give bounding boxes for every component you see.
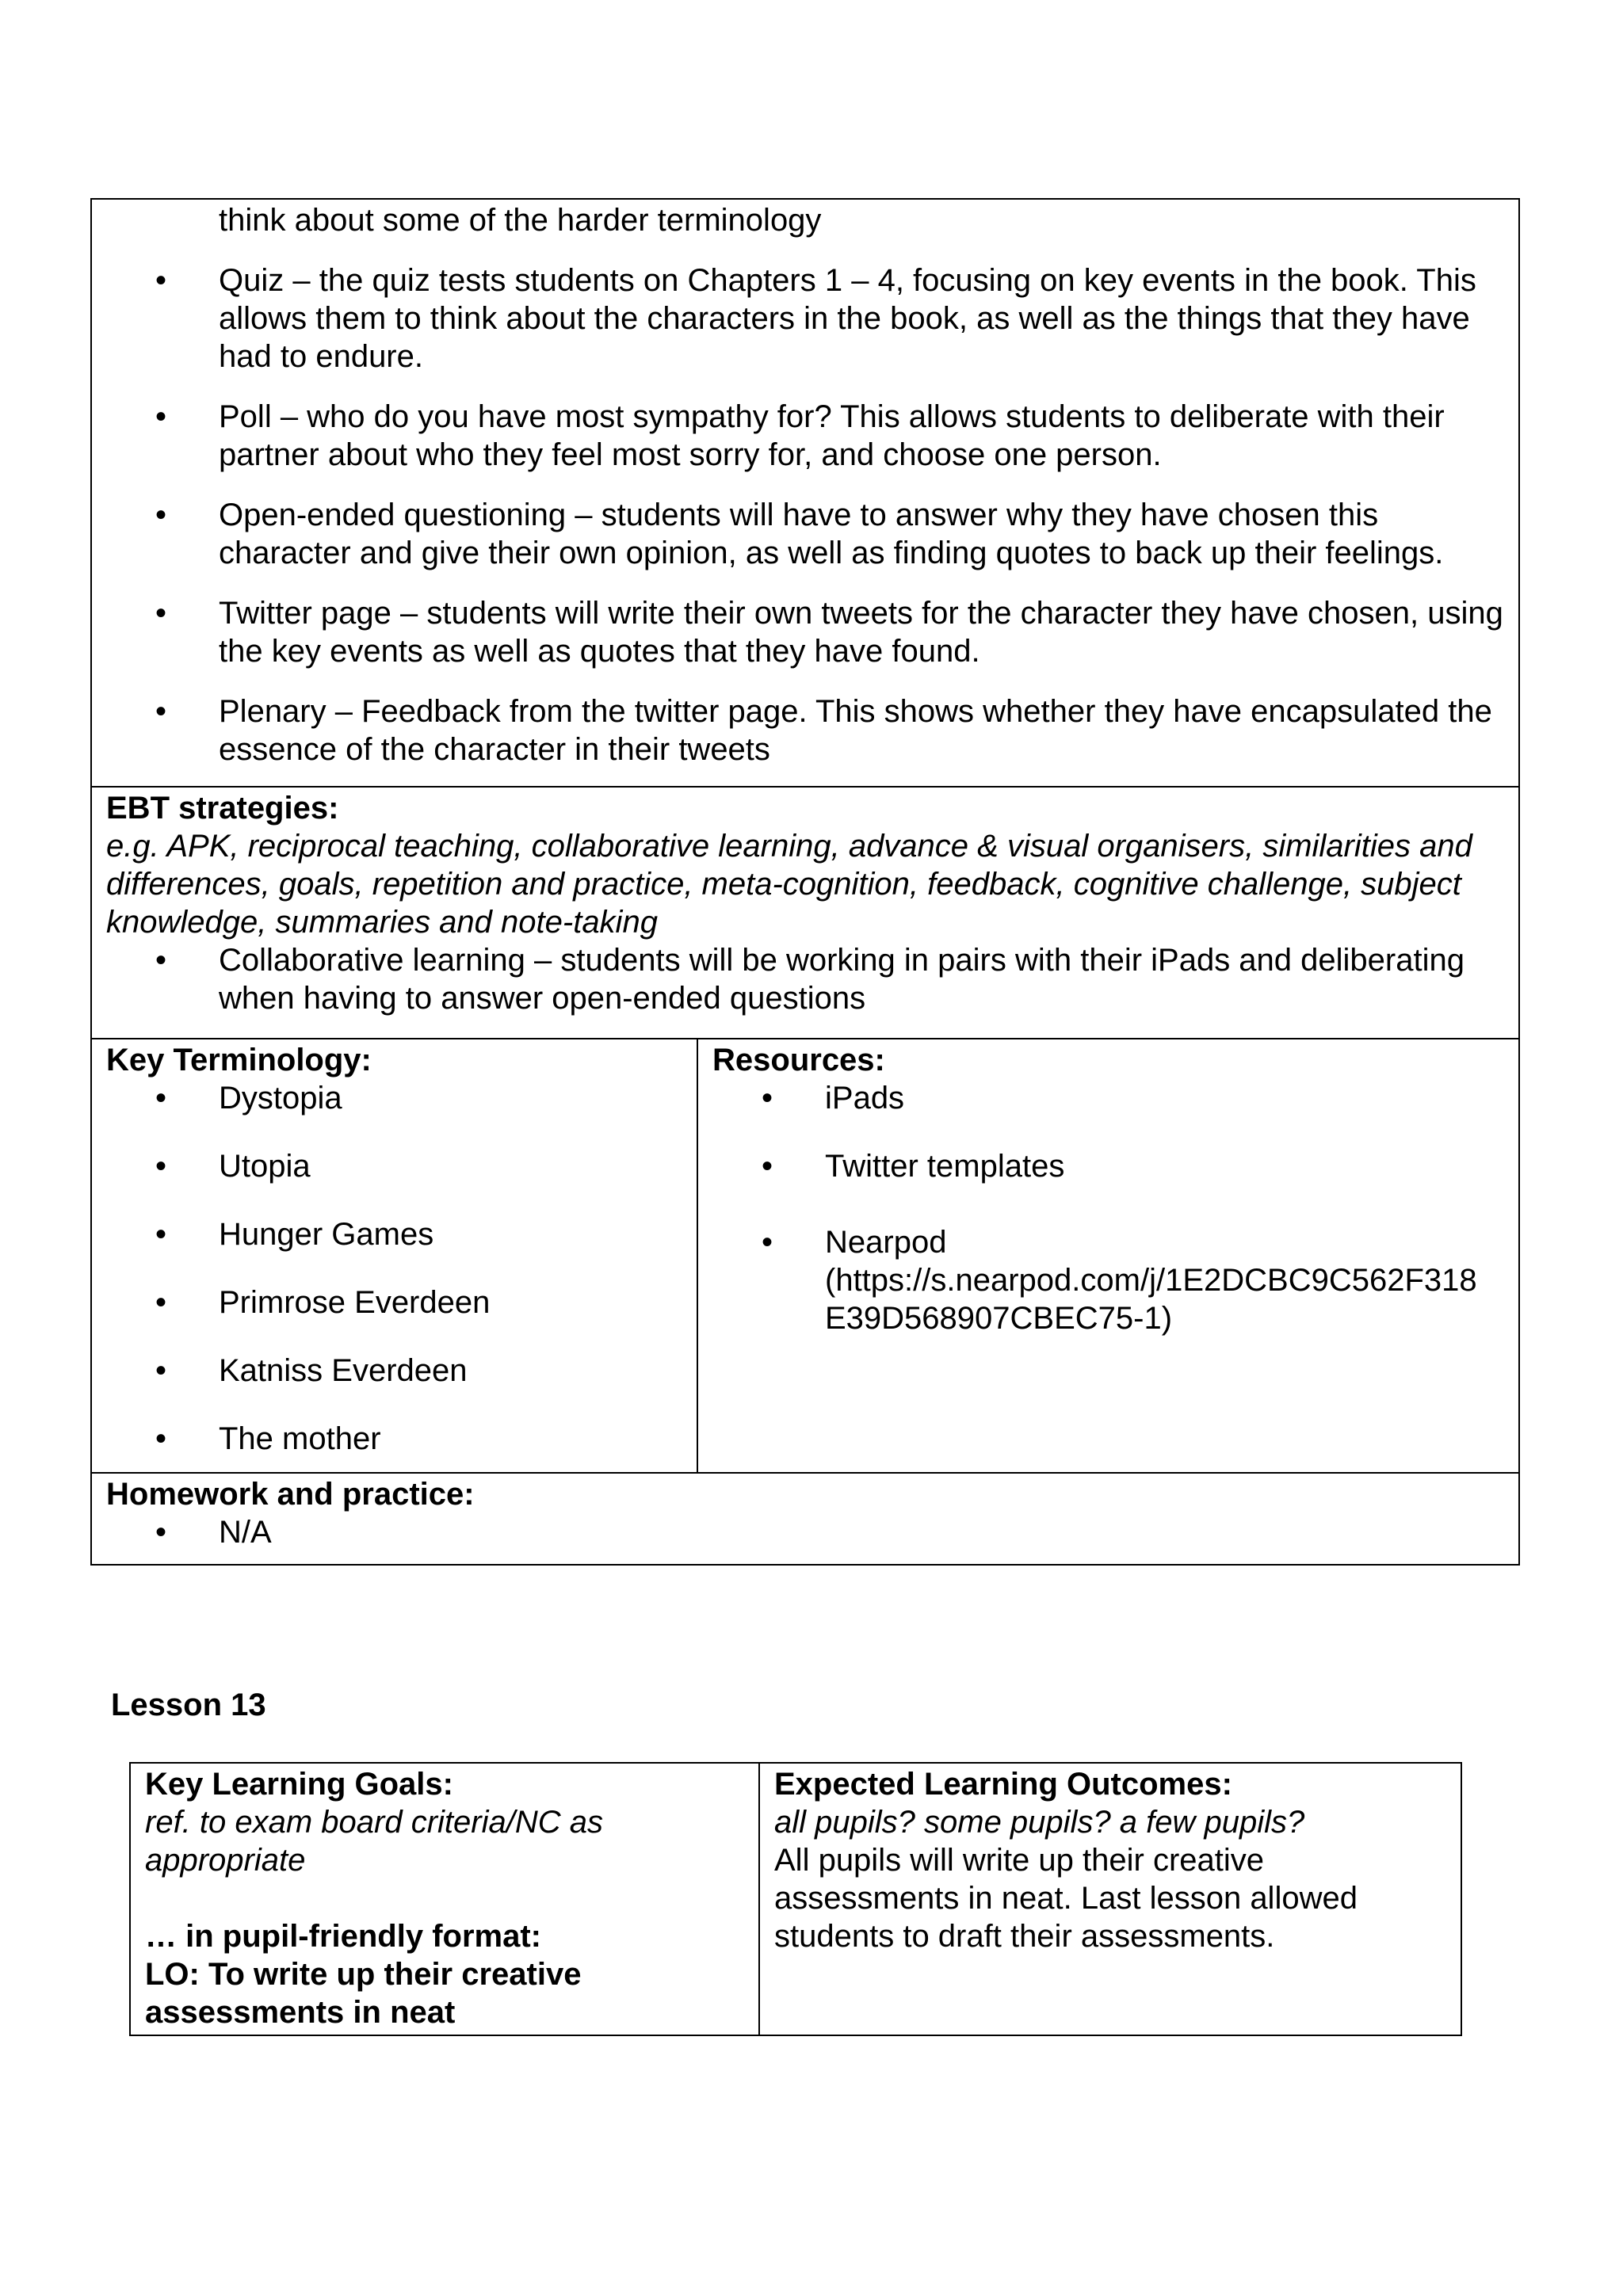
ebt-cell — [91, 787, 1519, 1039]
outcomes-prompt: all pupils? some pupils? a few pupils? — [774, 1805, 1305, 1840]
terminology-list — [106, 1079, 682, 1458]
homework-cell — [91, 1473, 1519, 1565]
pupil-friendly-heading: … in pupil-friendly format: — [145, 1919, 541, 1954]
key-learning-goals-cell — [130, 1763, 759, 2035]
list-item: • Katniss Everdeen — [106, 1352, 682, 1390]
lesson-goals-row — [130, 1763, 1461, 2035]
activities-list — [106, 261, 1504, 769]
list-item: • Open-ended questioning – students will have to answer why they have chosen this character and give their own opinion, as well as finding quotes to back up their feelings. — [106, 496, 1504, 572]
list-item: • Dystopia — [106, 1079, 682, 1117]
list-item: • Collaborative learning – students will be working in pairs with their iPads and deliberating when having to answer open-ended questions — [106, 941, 1504, 1017]
nearpod-url-cont[interactable]: E39D568907CBEC75-1) — [825, 1301, 1173, 1336]
resources-cell — [697, 1039, 1519, 1473]
exam-board-reference: ref. to exam board criteria/NC as appropriate — [145, 1805, 603, 1878]
ebt-row — [91, 787, 1519, 1039]
list-item: • N/A — [106, 1513, 1504, 1551]
list-item: • Twitter page – students will write their own tweets for the character they have chosen, using the key events as well as quotes that they have found. — [106, 594, 1504, 670]
resources-heading: Resources: — [712, 1043, 885, 1077]
ebt-list — [106, 941, 1504, 1017]
list-item: • Poll – who do you have most sympathy for? This allows students to deliberate with their partner about who they feel most sorry for, and choose one person. — [106, 398, 1504, 474]
nearpod-item — [712, 1223, 1504, 1337]
list-item: • Primrose Everdeen — [106, 1283, 682, 1322]
lesson-plan-table — [90, 198, 1520, 1566]
expected-outcomes-heading: Expected Learning Outcomes: — [774, 1767, 1232, 1802]
key-learning-goals-heading: Key Learning Goals: — [145, 1767, 453, 1802]
activities-cell — [91, 199, 1519, 787]
list-item: • Quiz – the quiz tests students on Chapters 1 – 4, focusing on key events in the book. This allows them to think about the characters in the book, as well as the things that they have had to endure. — [106, 261, 1504, 376]
homework-list — [106, 1513, 1504, 1551]
list-item: • iPads — [712, 1079, 1504, 1117]
homework-row — [91, 1473, 1519, 1565]
terminology-heading: Key Terminology: — [106, 1043, 372, 1077]
continued-line: think about some of the harder terminology — [219, 203, 822, 238]
nearpod-label: • Nearpod — [825, 1225, 947, 1260]
terminology-resources-row — [91, 1039, 1519, 1473]
list-item: • Hunger Games — [106, 1215, 682, 1253]
resources-list — [712, 1079, 1504, 1337]
learning-objective: LO: To write up their creative assessments in neat — [145, 1957, 582, 2030]
lesson-heading: Lesson 13 — [111, 1688, 266, 1722]
list-item: • Twitter templates — [712, 1147, 1504, 1185]
ebt-examples: e.g. APK, reciprocal teaching, collaborative learning, advance & visual organisers, similarities and differences, goals, repetition and practice, meta-cognition, feedback, cognitive challenge, subject knowledge, summaries and note-taking — [106, 829, 1472, 940]
ebt-heading: EBT strategies: — [106, 791, 339, 826]
list-item: • Utopia — [106, 1147, 682, 1185]
expected-outcomes-cell — [759, 1763, 1461, 2035]
homework-heading: Homework and practice: — [106, 1477, 475, 1512]
activities-row — [91, 199, 1519, 787]
lesson-goals-table — [129, 1762, 1462, 2036]
outcomes-text: All pupils will write up their creative assessments in neat. Last lesson allowed students to draft their assessments. — [774, 1843, 1358, 1954]
terminology-cell — [91, 1039, 697, 1473]
list-item: • The mother — [106, 1420, 682, 1458]
list-item: • Plenary – Feedback from the twitter page. This shows whether they have encapsulated the essence of the character in their tweets — [106, 692, 1504, 769]
nearpod-url[interactable]: (https://s.nearpod.com/j/1E2DCBC9C562F318 — [825, 1263, 1477, 1298]
